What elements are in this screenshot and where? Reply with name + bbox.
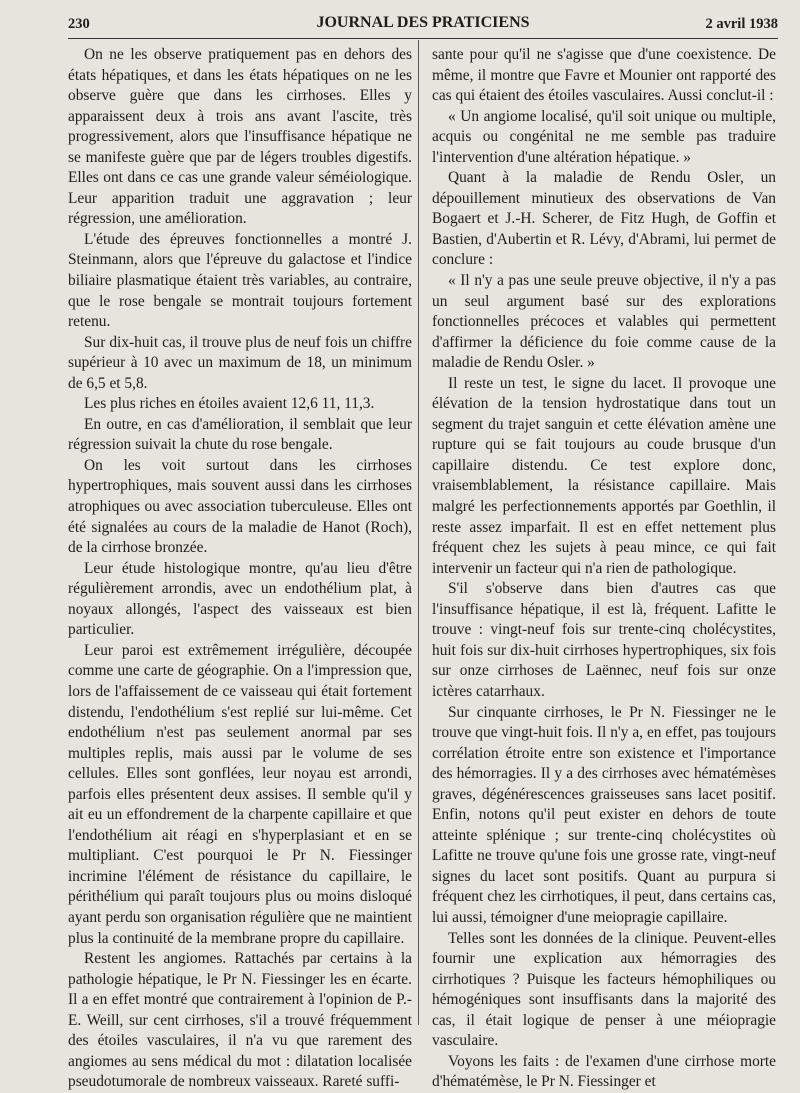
page-header (68, 12, 778, 39)
paragraph: Sur cinquante cirrhoses, le Pr N. Fiessinger ne le trouve que vingt-huit fois. Il n'y a, en effet, pas toujours corrélation étroite entre son existence et l'importance des hémorragies. Il y a des cirrhoses avec hématémèses graves, dégénérescences graisseuses sans lacet positif. Enfin, notons qu'il peut exister en dehors de toute atteinte splénique ; sur trente-cinq cholécystites où Lafitte ne trouve qu'une fois une grosse rate, vingt-neuf signes du lacet sont positifs. Quant au purpura si fréquent chez les cirrhotiques, il peut, dans certains cas, lui aussi, témoigner d'une meiopragie capillaire. (432, 703, 776, 926)
column-divider (418, 40, 419, 1025)
page-number: 230 (68, 16, 90, 32)
journal-title: JOURNAL DES PRATICIENS (316, 14, 530, 31)
left-column (68, 45, 412, 1093)
paragraph: Quant à la maladie de Rendu Osler, un dépouillement minutieux des observations de Van Bogaert et J.-H. Scherer, de Fitz Hugh, de Goffin et Bastien, d'Aubertin et R. Lévy, d'Abrami, lui permet de conclure : (432, 169, 776, 269)
paragraph: En outre, en cas d'amélioration, il semblait que leur régression suivait la chute du rose bengale. (68, 415, 412, 454)
paragraph: On les voit surtout dans les cirrhoses hypertrophiques, mais souvent aussi dans les cirrhoses atrophiques ou avec association tuberculeuse. Elles ont été signalées au cours de la maladie de Hanot (Roch), de la cirrhose bronzée. (68, 456, 412, 557)
paragraph: L'étude des épreuves fonctionnelles a montré J. Steinmann, alors que l'épreuve du galactose et l'indice biliaire plasmatique étaient très variables, au contraire, que le rose bengale se montrait toujours fortement retenu. (68, 230, 412, 331)
paragraph: Telles sont les données de la clinique. Peuvent-elles fournir une explication aux hémorragies des cirrhotiques ? Puisque les facteurs hémophiliques ou hémogéniques sont insuffisants dans la majorité des cas, il était logique de penser à une méiopragie vasculaire. (432, 929, 776, 1050)
paragraph: Sur dix-huit cas, il trouve plus de neuf fois un chiffre supérieur à 10 avec un maximum de 18, un minimum de 6,5 et 5,8. (68, 333, 412, 392)
paragraph: Leur paroi est extrêmement irrégulière, découpée comme une carte de géographie. On a l'impression que, lors de l'affaissement de ce vaisseau qui était fortement distendu, l'endothélium s'est replié sur lui-même. Cet endothélium n'est pas seulement anormal par ses multiples replis, mais aussi par le volume de ses cellules. Elles sont gonflées, leur noyau est arrondi, parfois elles présentent deux assises. Il semble qu'il y ait eu un effondrement de la charpente capillaire et que l'endothélium ait réagi en s'hyperplasiant et en se multipliant. C'est pourquoi le Pr N. Fiessinger incrimine l'élément de résistance du capillaire, le périthélium qui paraît toujours plus ou moins disloqué ayant perdu son organisation régulière que ne maintient plus la continuité de la membrane propre du capillaire. (68, 641, 412, 947)
paragraph: Voyons les faits : de l'examen d'une cirrhose morte d'hématémèse, le Pr N. Fiessinger et (432, 1052, 776, 1091)
paragraph: Leur étude histologique montre, qu'au lieu d'être régulièrement arrondis, avec un endothélium plat, à noyaux allongés, l'aspect des vaisseaux est bien particulier. (68, 559, 412, 639)
paragraph: sante pour qu'il ne s'agisse que d'une coexistence. De même, il montre que Favre et Mounier ont rapporté des cas qui étaient des étoiles vasculaires. Aussi conclut-il : (432, 46, 776, 105)
paragraph: « Un angiome localisé, qu'il soit unique ou multiple, acquis ou congénital ne me semble pas traduire l'intervention d'une altération hépatique. » (432, 107, 776, 166)
paragraph: Il reste un test, le signe du lacet. Il provoque une élévation de la tension hydrostatique dans tout un segment du trajet sanguin et cette élévation amène une rupture qui se fait toujours au coude brusque d'un capillaire distendu. Ce test explore donc, vraisemblablement, la résistance capillaire. Mais malgré les perfectionnements apportés par Goethlin, il reste assez imparfait. Il est en effet nettement plus fréquent chez les sujets à peau mince, ce qui fait intervenir un facteur qui n'a rien de pathologique. (432, 374, 776, 577)
paragraph: « Il n'y a pas une seule preuve objective, il n'y a pas un seul argument basé sur des explorations fonctionnelles précoces et valables qui permettent d'affirmer la déficience du foie comme cause de la maladie de Rendu Osler. » (432, 272, 776, 372)
paragraph: Les plus riches en étoiles avaient 12,6 11, 11,3. (84, 395, 375, 413)
paragraph: Restent les angiomes. Rattachés par certains à la pathologie hépatique, le Pr N. Fiessinger les en écarte. Il a en effet montré que contrairement à l'opinion de P.-E. Weill, sur cent cirrhoses, s'il a trouvé fréquemment des étoiles vasculaires, il n'a vu que rarement des angiomes au sens médical du mot : dilatation localisée pseudotumorale de nombreux vaisseaux. Rareté suffi- (68, 950, 412, 1091)
issue-date: 2 avril 1938 (705, 16, 778, 32)
right-column (432, 45, 776, 1093)
paragraph: On ne les observe pratiquement pas en dehors des états hépatiques, et dans les états hépatiques on ne les observe guère que dans les cirrhoses. Elles y apparaissent deux à trois ans avant l'ascite, très progressivement, alors que l'insuffisance hépatique ne se manifeste guère que par de légers troubles digestifs. Elles ont dans ce cas une grande valeur séméiologique. Leur apparition traduit une aggravation ; leur régression, une amélioration. (68, 46, 412, 228)
paragraph: S'il s'observe dans bien d'autres cas que l'insuffisance hépatique, il est là, fréquent. Lafitte le trouve : vingt-neuf fois sur trente-cinq cholécystites, huit fois sur dix-huit cirrhoses hypertrophiques, six fois sur onze cirrhoses de Laënnec, neuf fois sur onze ictères catarrhaux. (432, 580, 776, 700)
